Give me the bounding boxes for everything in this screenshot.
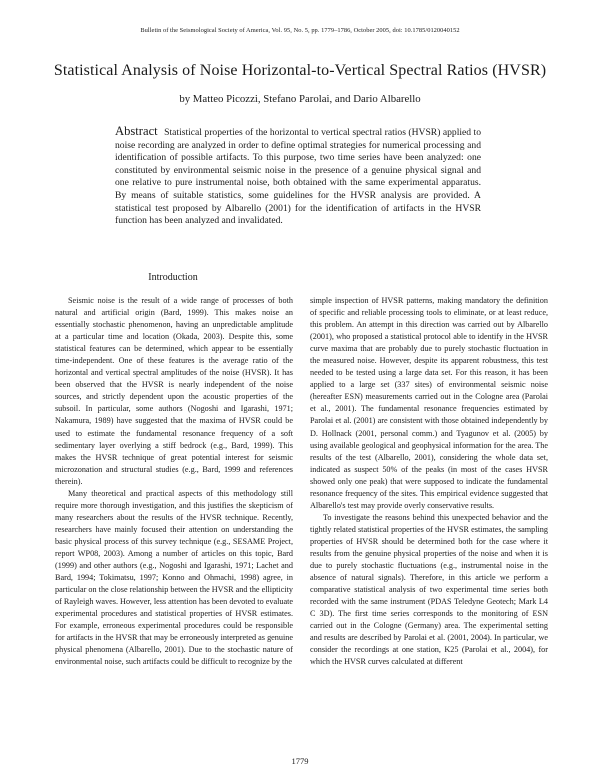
paragraph: Many theoretical and practical aspects of this methodology still require more thorough investigation, and this justifies the skepticism of many researchers about the results of the HVSR technique. Recently, researchers have mainly focused their attention on understanding the basic physical process of this survey technique (e.g., SESAME Project, report WP08, 2003). Among a number of articles on this topic, Bard (1999) and other authors (e.g., Nogoshi and Igarashi, 1971; Lachet and Bard, 1994; Tokimatsu, 1997; Konno and Ohmachi, 1998) agree, in particular on the close relationship between the HVSR and the ellipticity of Rayleigh waves. However, less attention has been devoted to evaluate experimental procedures and statistical properties of HVSR estimates. For example, erroneous experimental procedures could be responsible for artifacts in the HVSR that may be erroneously interpreted as genuine physical phenomena (Albarello, 2001). Due to the stochastic nature of environmental noise, such artifacts could be difficult to recognize by the [55, 488, 293, 667]
author-line: by Matteo Picozzi, Stefano Parolai, and Dario Albarello [179, 93, 421, 105]
paragraph: simple inspection of HVSR patterns, making mandatory the definition of specific and reliable processing tools to eliminate, or at least reduce, this problem. An attempt in this direction was carried out by Albarello (2001), who proposed a statistical protocol able to identify in the HVSR curve maxima that are probably due to purely stochastic fluctuation in the measured noise. However, despite its apparent robustness, this test needed to be tested using a large data set. For this reason, it has been applied to a large set (337 sites) of environmental seismic noise (hereafter ESN) measurements carried out in the Cologne area (Parolai et al., 2001). The fundamental resonance frequencies estimated by Parolai et al. (2001) are consistent with those obtained independently by D. Hollnack (2001, personal comm.) and Tyagunov et al. (2005) by using available geological and geophysical information for the area. The results of the test (Albarello, 2001), considering the whole data set, indicated as suspect 50% of the peaks (in most of the cases HVSR showed only one peak) that were supposed to indicate the fundamental resonance frequency of the sites. This empirical evidence suggested that Albarello's test may provide overly conservative results. [310, 296, 548, 510]
abstract-text: Statistical properties of the horizontal to vertical spectral ratios (HVSR) applied to noise recording are analyzed in order to define optimal strategies for numerical processing and identification of possible artifacts. To this purpose, two time series have been analyzed: one constituted by environmental seismic noise in the presence of a genuine physical signal and one relative to pure instrumental noise, both obtained with the same experimental apparatus. By means of suitable statistics, some guidelines for the HVSR analysis are provided. A statistical test proposed by Albarello (2001) for the identification of artifacts in the HVSR function has been analyzed and invalidated. [115, 127, 481, 227]
left-column [55, 295, 293, 668]
abstract-block [115, 125, 481, 228]
page-number: 1779 [291, 756, 309, 766]
journal-header: Bulletin of the Seismological Society of America, Vol. 95, No. 5, pp. 1779–1786, October 2005, doi: 10.1785/0120040152 [140, 27, 460, 34]
article-title: Statistical Analysis of Noise Horizontal-to-Vertical Spectral Ratios (HVSR) [53, 62, 547, 79]
section-heading-introduction: Introduction [148, 272, 198, 283]
paragraph: To investigate the reasons behind this unexpected behavior and the tightly related statistical properties of the HVSR estimates, the sampling properties of HVSR should be determined both for the case where it results from the genuine physical properties of the noise and when it is due to purely stochastic fluctuations (e.g., instrumental noise in the absence of natural signals). Therefore, in this article we perform a comparative statistical analysis of two experimental time series both recorded with the same instrument (PDAS Teledyne Geotech; Mark L4 C 3D). The first time series corresponds to the monitoring of ESN carried out in the Cologne (Germany) area. The experimental setting and results are described by Parolai et al. (2001, 2004). In particular, we consider the recordings at one station, K25 (Parolai et al., 2004), for which the HVSR curves calculated at different [310, 512, 548, 667]
paragraph: Seismic noise is the result of a wide range of processes of both natural and artificial origin (Bard, 1999). This makes noise an essentially stochastic phenomenon, having an unpredictable amplitude at a particular time and location (Okada, 2003). Despite this, some statistical features can be determined, which appear to be essentially time-independent. One of these features is the average ratio of the horizontal and vertical spectral amplitudes of the noise (HVSR). It has been observed that the HVSR is nearly independent of the noise sources, and strictly dependent upon the acoustic properties of the subsoil. In particular, some authors (Nogoshi and Igarashi, 1971; Nakamura, 1989) have suggested that the maxima of HVSR could be used to estimate the fundamental resonance frequency of a soft sedimentary layer overlying a stiff bedrock (e.g., Bard, 1999). This makes the HVSR technique of great potential interest for seismic microzonation and structural studies (e.g., Bard, 1999 and references therein). [55, 296, 293, 486]
right-column [310, 295, 548, 668]
abstract-heading: Abstract [115, 124, 158, 138]
